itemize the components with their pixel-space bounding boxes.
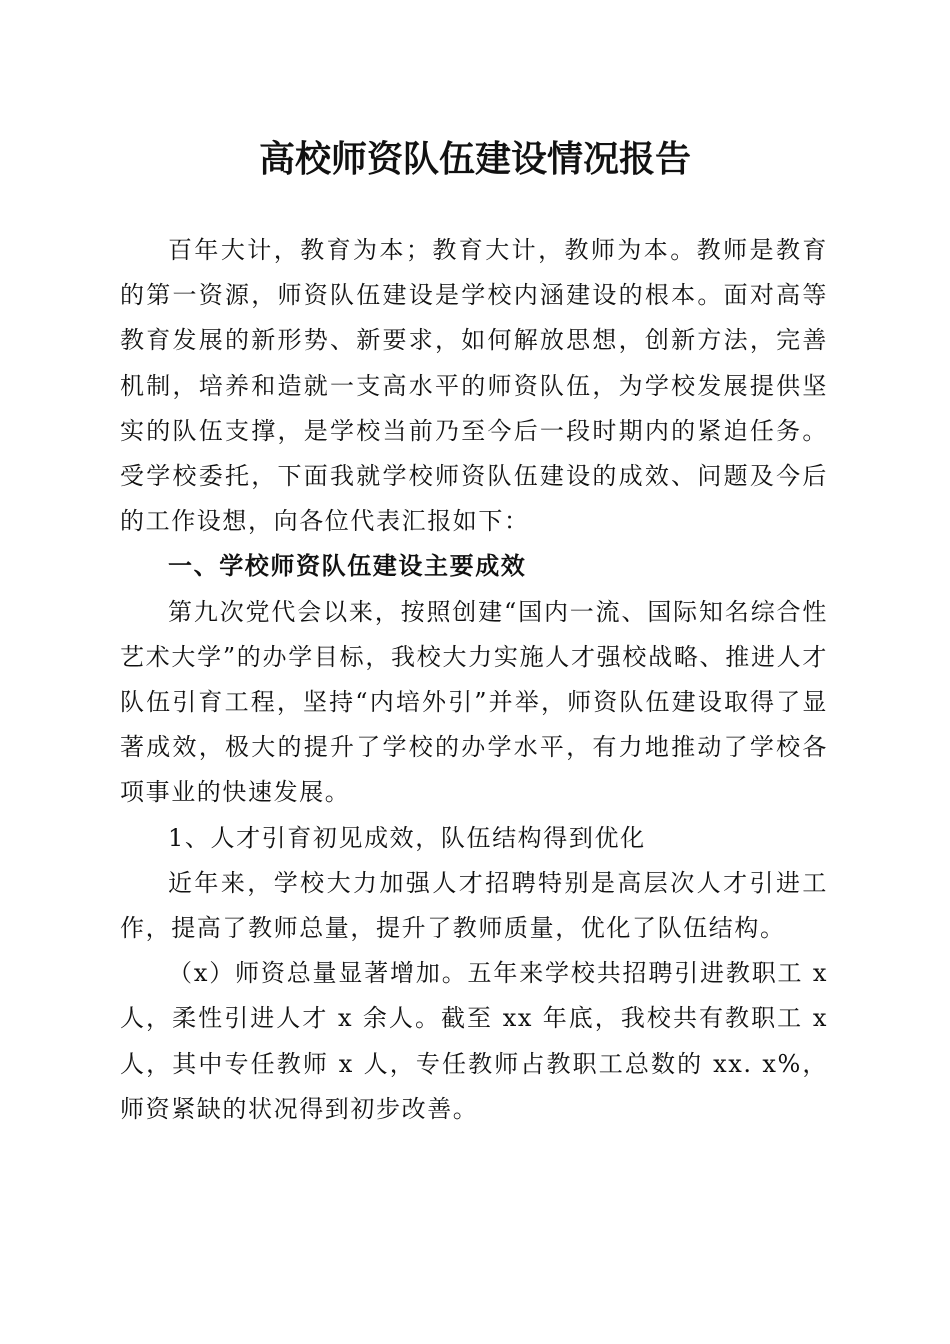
subsection-paragraph: 近年来，学校大力加强人才招聘特别是高层次人才引进工作，提高了教师总量，提升了教师质量，优化了队伍结构。 <box>120 868 828 943</box>
subsection-item-paragraph: （x）师资总量显著增加。五年来学校共招聘引进教职工 x 人，柔性引进人才 x 余人。截至 xx 年底，我校共有教职工 x 人，其中专任教师 x 人，专任教师占教职工总数的 xx. x%，师资紧缺的状况得到初步改善。 <box>120 959 828 1123</box>
intro-paragraph: 百年大计，教育为本；教育大计，教师为本。教师是教育的第一资源，师资队伍建设是学校内涵建设的根本。面对高等教育发展的新形势、新要求，如何解放思想，创新方法，完善机制，培养和造就一支高水平的师资队伍，为学校发展提供坚实的队伍支撑，是学校当前乃至今后一段时期内的紧迫任务。受学校委托，下面我就学校师资队伍建设的成效、问题及今后的工作设想，向各位代表汇报如下： <box>120 236 828 536</box>
section-heading: 一、学校师资队伍建设主要成效 <box>168 552 527 581</box>
document-body <box>120 228 828 1132</box>
subsection-heading: 1、人才引育初见成效，队伍结构得到优化 <box>168 823 646 852</box>
document-title: 高校师资队伍建设情况报告 <box>258 139 691 180</box>
section-paragraph: 第九次党代会以来，按照创建“国内一流、国际知名综合性艺术大学”的办学目标，我校大力实施人才强校战略、推进人才队伍引育工程，坚持“内培外引”并举，师资队伍建设取得了显著成效，极大的提升了学校的办学水平，有力地推动了学校各项事业的快速发展。 <box>120 597 828 807</box>
